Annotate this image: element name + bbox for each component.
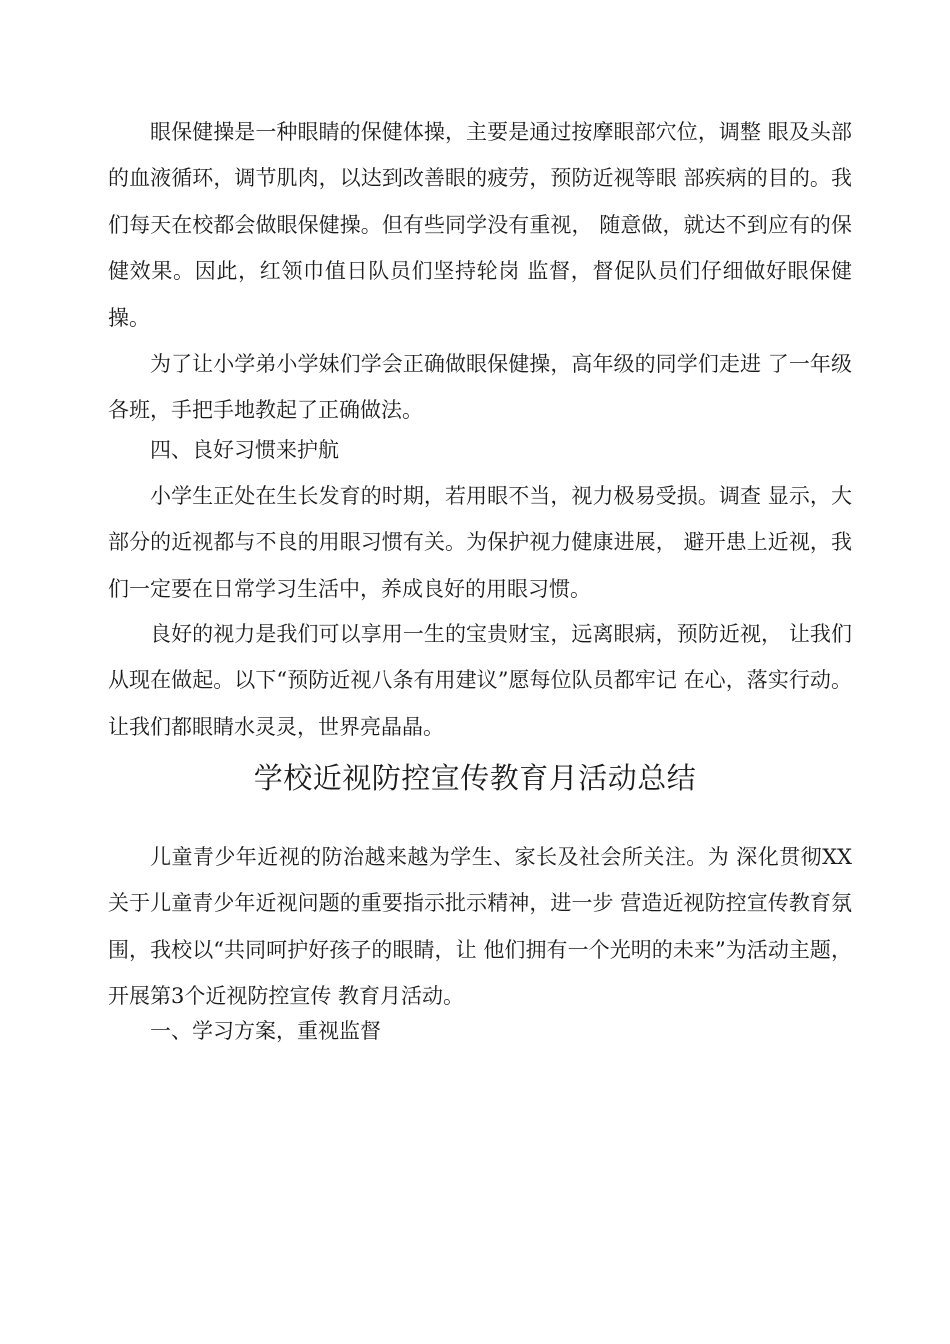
paragraph-eye-exercise: 眼保健操是一种眼睛的保健体操，主要是通过按摩眼部穴位，调整 眼及头部的血液循环，调节肌肉，以达到改善眼的疲劳，预防近视等眼 部疾病的目的。我们每天在校都会做眼保健操。但有些同学没有重视， 随意做，就达不到应有的保健效果。因此，红领巾值日队员们坚持轮岗 监督，督促队员们仔细做好眼保健操。 bbox=[108, 120, 852, 330]
paragraph-campaign-intro: 儿童青少年近视的防治越来越为学生、家长及社会所关注。为 深化贯彻XX关于儿童青少年近视问题的重要指示批示精神，进一步 营造近视防控宣传教育氛围，我校以“共同呵护好孩子的眼睛，让 他们拥有一个光明的未来”为活动主题，开展第3个近视防控宣传 教育月活动。 bbox=[108, 845, 852, 1009]
section-heading-study-plan: 一、学习方案，重视监督 bbox=[150, 1019, 381, 1043]
document-title: 学校近视防控宣传教育月活动总结 bbox=[253, 761, 697, 795]
section-heading-good-habits: 四、良好习惯来护航 bbox=[150, 438, 339, 462]
paragraph-habits: 小学生正处在生长发育的时期，若用眼不当，视力极易受损。调查 显示，大部分的近视都与不良的用眼习惯有关。为保护视力健康进展， 避开患上近视，我们一定要在日常学习生活中，养成良好的用眼习惯。 bbox=[108, 484, 852, 601]
paragraph-teaching-juniors: 为了让小学弟小学妹们学会正确做眼保健操，高年级的同学们走进 了一年级各班，手把手地教起了正确做法。 bbox=[108, 352, 852, 423]
paragraph-protect-vision: 良好的视力是我们可以享用一生的宝贵财宝，远离眼病，预防近视， 让我们从现在做起。以下“预防近视八条有用建议”愿每位队员都牢记 在心，落实行动。让我们都眼睛水灵灵，世界亮晶晶。 bbox=[108, 622, 852, 739]
